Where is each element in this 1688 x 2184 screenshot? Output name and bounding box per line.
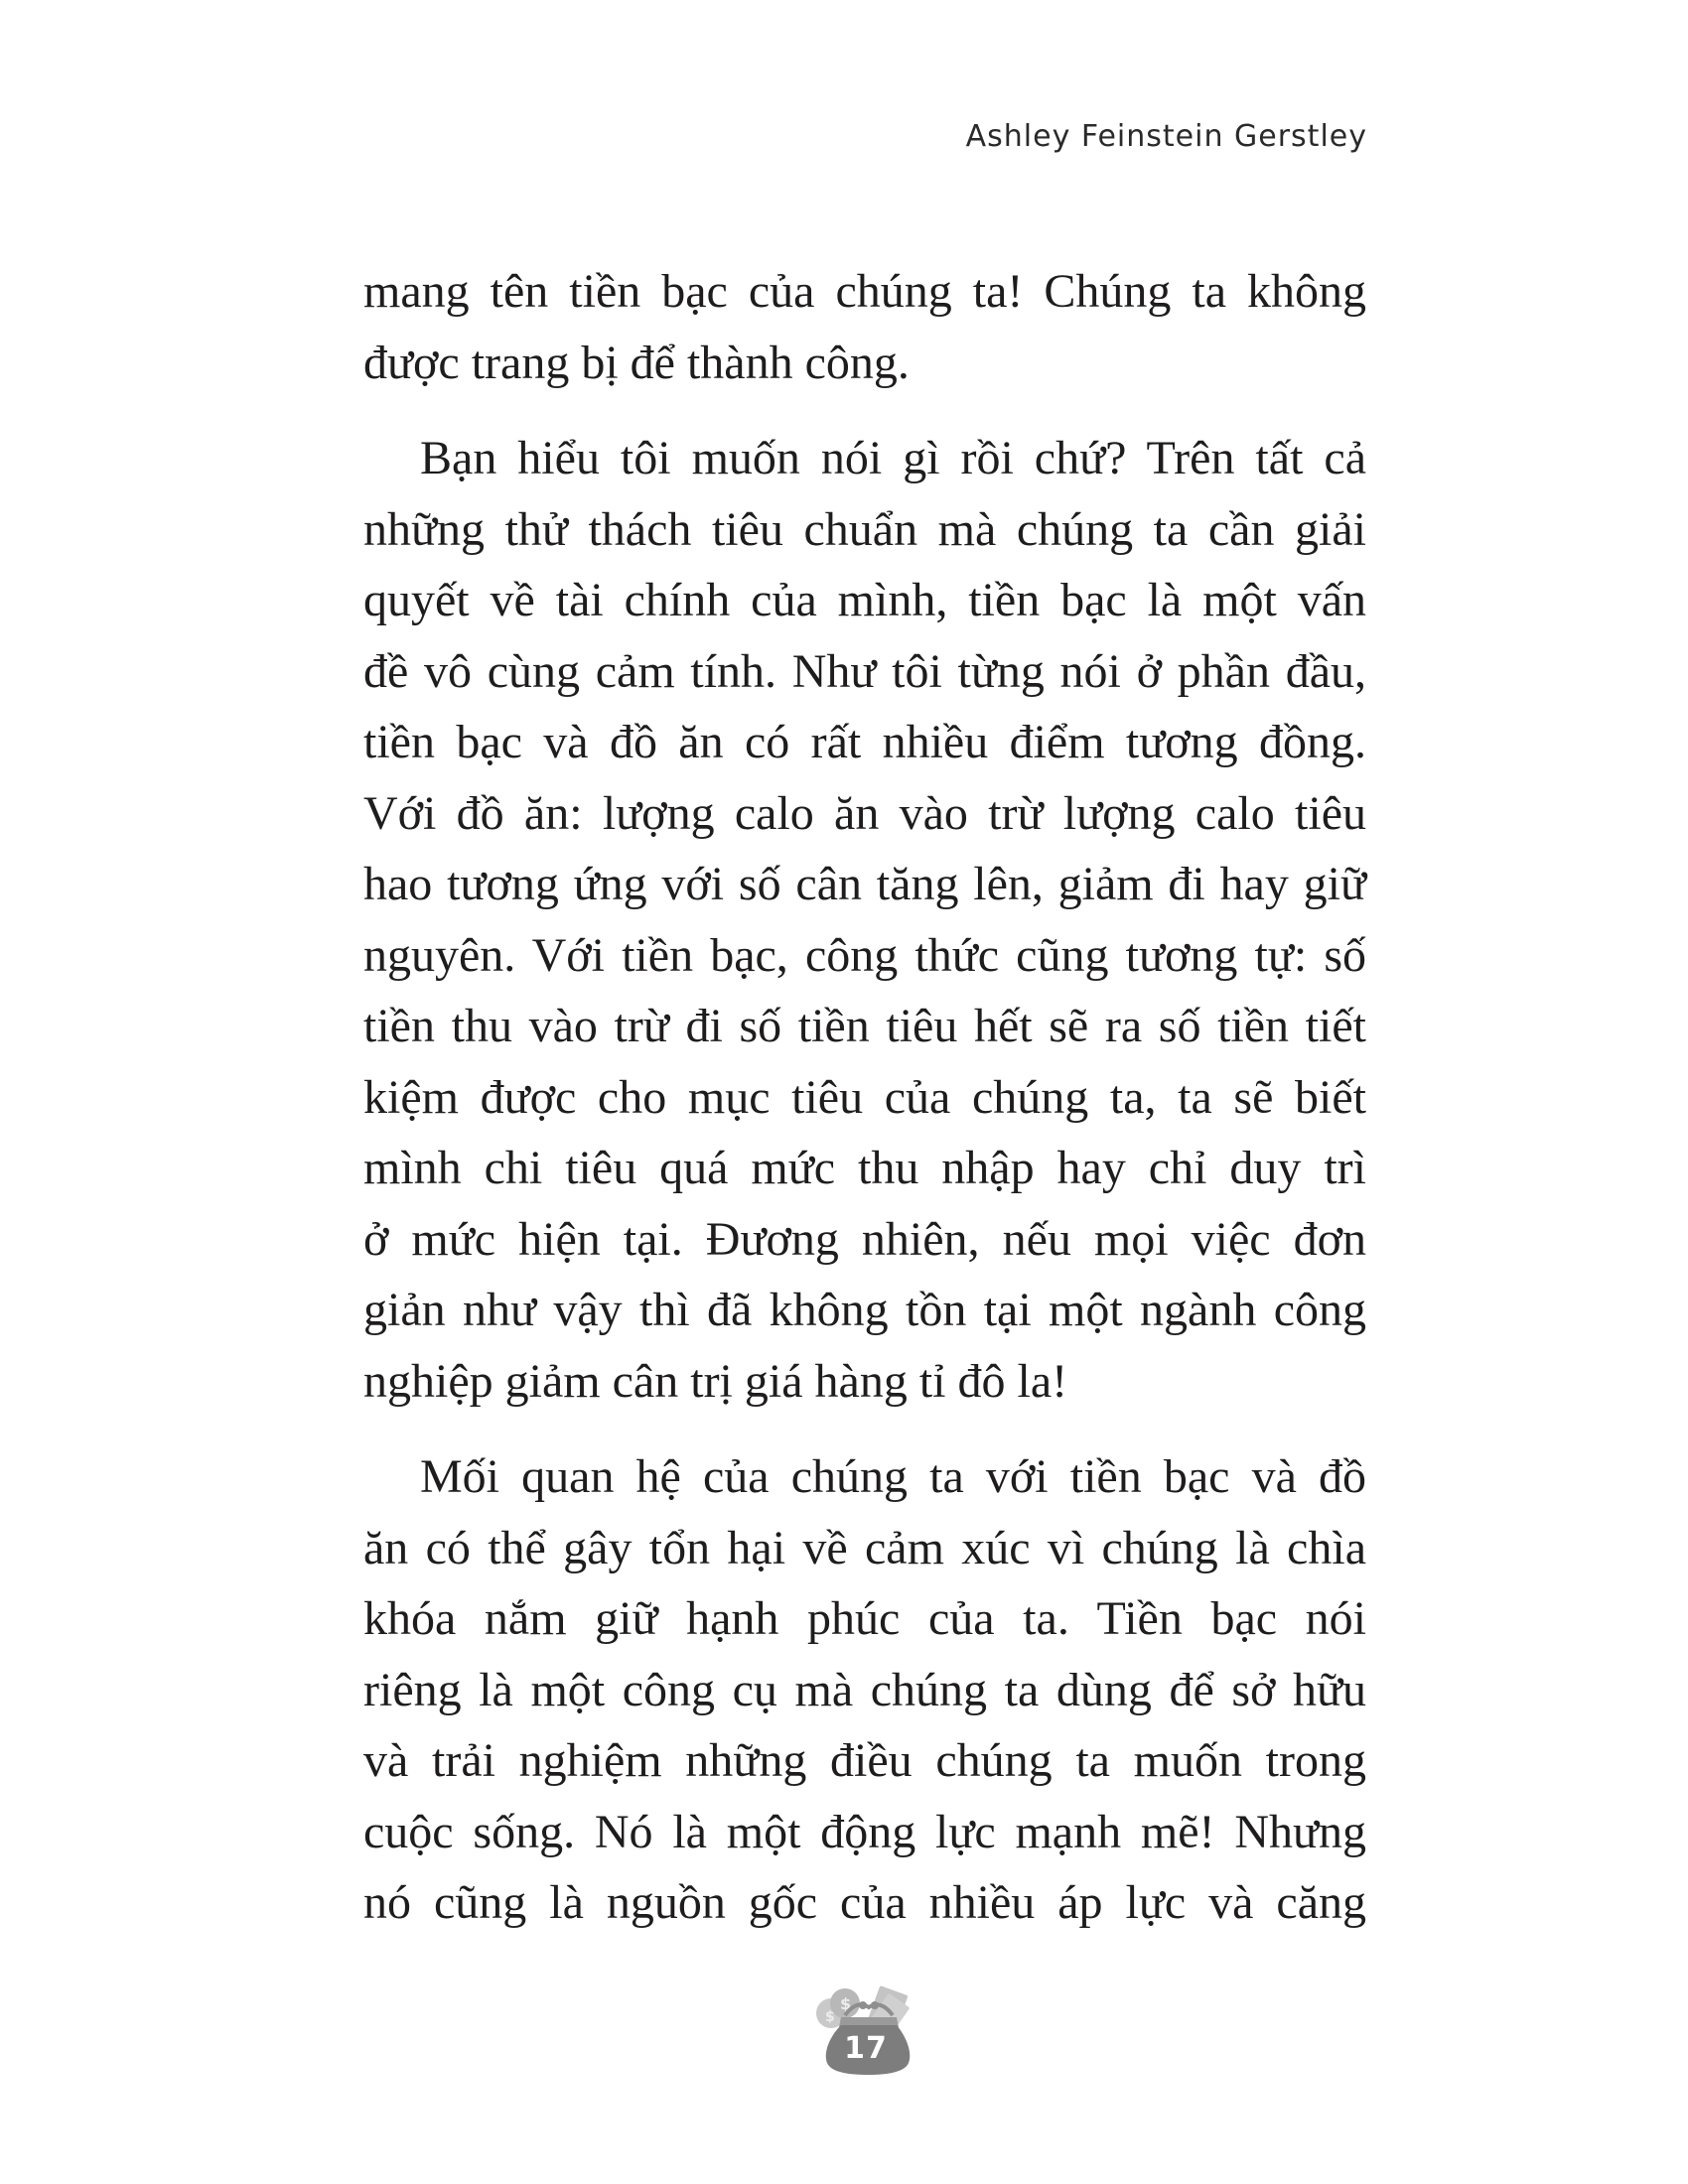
text-line: cuộc sống. Nó là một động lực mạnh mẽ! Nhưng — [363, 1805, 1366, 1858]
text-line: Bạn hiểu tôi muốn nói gì rồi chứ? Trên tất cả — [420, 432, 1366, 484]
paragraph-3 — [363, 1441, 1366, 1939]
text-line: nghiệp giảm cân trị giá hàng tỉ đô la! — [363, 1354, 1068, 1408]
text-line: nó cũng là nguồn gốc của nhiều áp lực và căng — [363, 1876, 1366, 1929]
text-line: Mối quan hệ của chúng ta với tiền bạc và đồ — [420, 1450, 1366, 1503]
text-line: riêng là một công cụ mà chúng ta dùng để sở hữu — [363, 1663, 1366, 1716]
body-text — [363, 256, 1366, 1964]
text-line: và trải nghiệm những điều chúng ta muốn trong — [363, 1734, 1366, 1787]
text-line: giản như vậy thì đã không tồn tại một ngành công — [363, 1284, 1366, 1336]
text-line: ăn có thể gây tổn hại về cảm xúc vì chúng là chìa — [363, 1521, 1366, 1574]
running-header-author: Ashley Feinstein Gerstley — [965, 119, 1367, 154]
text-line: khóa nắm giữ hạnh phúc của ta. Tiền bạc nói — [363, 1592, 1366, 1645]
page-number: 17 — [844, 2031, 888, 2066]
text-line: ở mức hiện tại. Đương nhiên, nếu mọi việc đơn — [363, 1212, 1366, 1266]
svg-text:$: $ — [840, 1994, 852, 2013]
text-line: tiền bạc và đồ ăn có rất nhiều điểm tương đồng. — [363, 716, 1366, 768]
text-line: đề vô cùng cảm tính. Như tôi từng nói ở phần đầu, — [363, 644, 1366, 698]
text-line: nguyên. Với tiền bạc, công thức cũng tương tự: số — [363, 928, 1366, 982]
text-line: kiệm được cho mục tiêu của chúng ta, ta sẽ biết — [363, 1070, 1366, 1124]
text-line: quyết về tài chính của mình, tiền bạc là một vấn — [363, 574, 1366, 626]
text-line: những thử thách tiêu chuẩn mà chúng ta cần giải — [363, 502, 1366, 556]
paragraph-2 — [363, 423, 1366, 1417]
svg-text:$: $ — [825, 2009, 835, 2025]
text-line: được trang bị để thành công. — [363, 336, 910, 389]
paragraph-1 — [363, 256, 1366, 398]
text-line: tiền thu vào trừ đi số tiền tiêu hết sẽ ra số tiền tiết — [363, 1000, 1366, 1052]
text-line: hao tương ứng với số cân tăng lên, giảm đi hay giữ — [363, 858, 1366, 910]
text-line: mình chi tiêu quá mức thu nhập hay chỉ duy trì — [363, 1142, 1366, 1194]
page-folio — [811, 1976, 920, 2075]
text-line: mang tên tiền bạc của chúng ta! Chúng ta không — [363, 265, 1366, 318]
text-line: Với đồ ăn: lượng calo ăn vào trừ lượng calo tiêu — [363, 786, 1366, 840]
